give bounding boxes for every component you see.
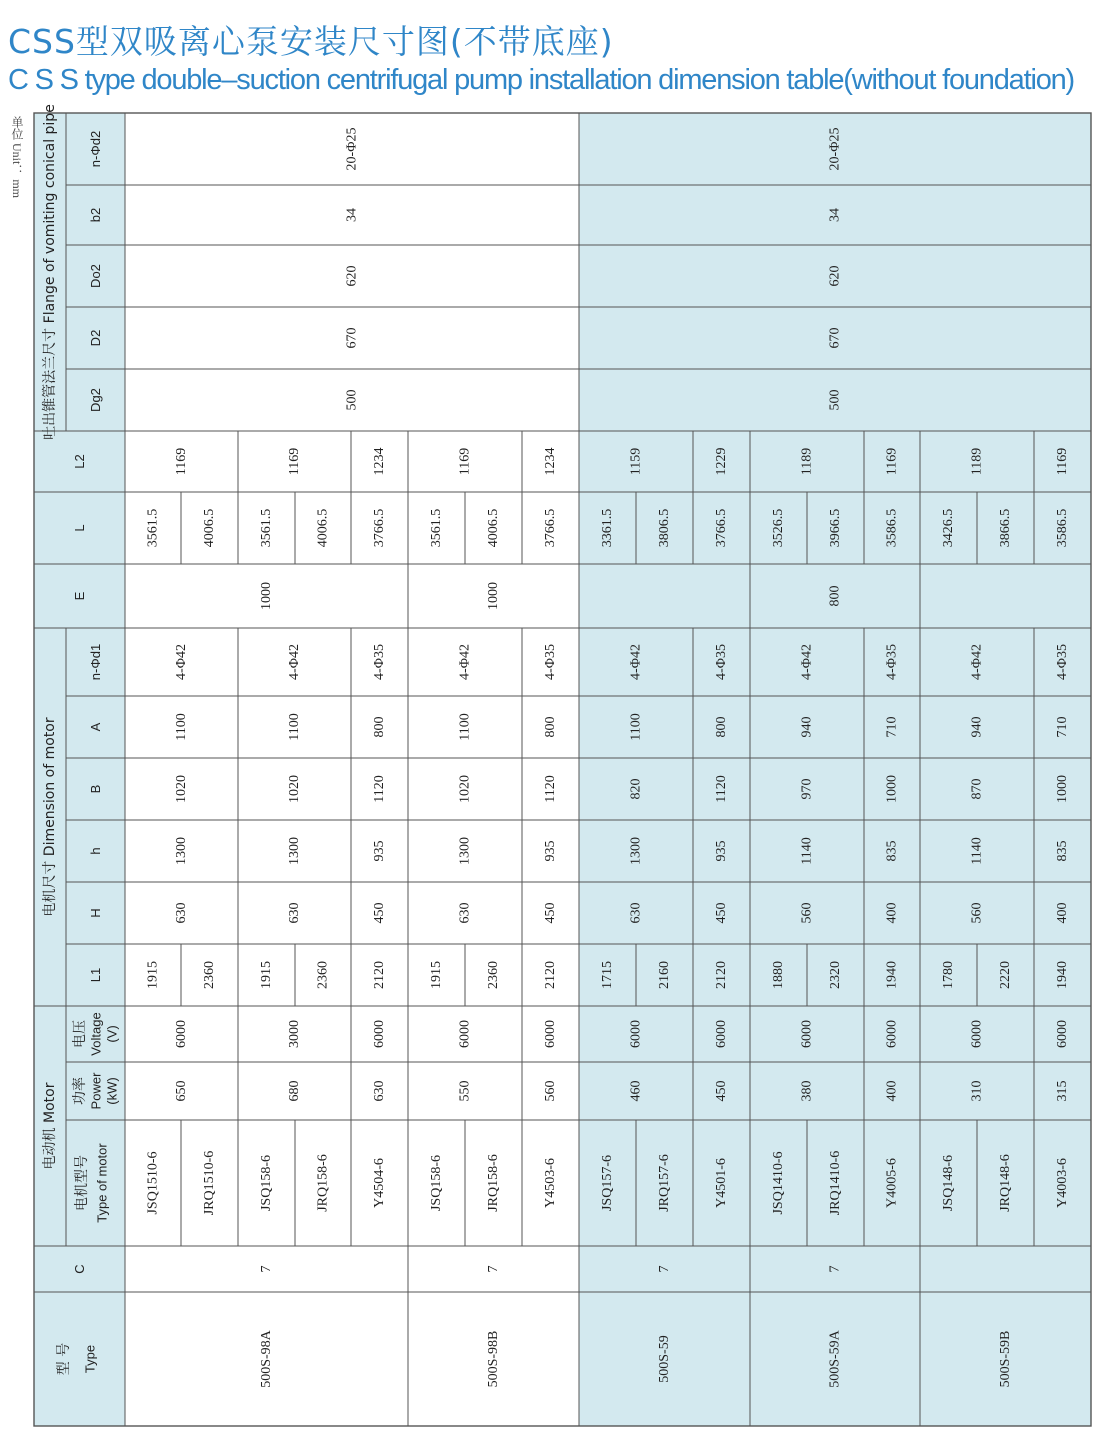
cell-l1: 1880 xyxy=(771,961,786,989)
cell-power: 315 xyxy=(1055,1080,1070,1102)
cell-L: 3766.5 xyxy=(372,508,387,548)
header-L: L xyxy=(72,524,87,532)
cell-h: 835 xyxy=(884,840,900,862)
page-title-en: C S S type double–suction centrifugal pump installation dimension table(without foundation) xyxy=(8,64,1075,96)
cell-H: 400 xyxy=(1055,902,1070,924)
header-nd1: n-Φd1 xyxy=(88,643,103,681)
cell-dg2: 500 xyxy=(827,389,843,411)
cell-voltage: 6000 xyxy=(1055,1020,1070,1048)
cell-E: 1000 xyxy=(486,582,501,610)
cell-motor: JSQ1510-6 xyxy=(145,1151,161,1215)
cell-h: 935 xyxy=(714,840,729,862)
cell-nd1: 4-Φ35 xyxy=(714,644,729,680)
cell-h: 935 xyxy=(543,840,558,862)
cell-motor: JSQ157-6 xyxy=(600,1154,615,1212)
unit-label: 单位 Unit： mm xyxy=(10,116,24,199)
cell-voltage: 6000 xyxy=(969,1020,985,1048)
cell-H: 630 xyxy=(628,902,644,924)
cell-l1: 2360 xyxy=(486,961,501,989)
cell-voltage: 6000 xyxy=(174,1020,189,1048)
row-type: 500S-59 xyxy=(657,1335,672,1383)
header-voltage-en: Voltage xyxy=(88,1012,104,1056)
header-l1: L1 xyxy=(88,967,103,983)
row-type: 500S-59B xyxy=(998,1330,1013,1388)
cell-B: 820 xyxy=(628,778,644,800)
cell-B: 1020 xyxy=(287,775,302,803)
cell-L: 3561.5 xyxy=(145,508,161,548)
cell-l1: 2360 xyxy=(315,961,331,989)
cell-motor: JRQ158-6 xyxy=(315,1154,331,1212)
cell-L2: 1169 xyxy=(174,447,189,476)
cell-A: 940 xyxy=(969,716,985,738)
cell-l1: 1915 xyxy=(259,961,274,989)
cell-l1: 2360 xyxy=(202,961,217,989)
cell-power: 650 xyxy=(174,1080,189,1102)
cell-L2: 1169 xyxy=(457,447,473,476)
row-type: 500S-98A xyxy=(259,1330,274,1388)
cell-L: 3526.5 xyxy=(771,508,786,548)
cell-L2: 1234 xyxy=(543,447,558,476)
cell-nd1: 4-Φ42 xyxy=(628,644,644,680)
cell-A: 710 xyxy=(1055,716,1070,738)
cell-L2: 1189 xyxy=(799,447,815,476)
row-c: 7 xyxy=(657,1265,672,1273)
cell-l1: 1915 xyxy=(429,961,444,989)
cell-H: 450 xyxy=(372,902,387,924)
cell-nd1: 4-Φ42 xyxy=(969,644,985,680)
header-voltage-cn: 电压 xyxy=(72,1020,88,1048)
cell-A: 1100 xyxy=(174,713,189,741)
row-type: 500S-98B xyxy=(486,1330,501,1388)
cell-nd2: 20-Φ25 xyxy=(344,127,360,171)
cell-nd2: 20-Φ25 xyxy=(827,127,843,171)
cell-nd1: 4-Φ42 xyxy=(174,644,189,680)
cell-power: 400 xyxy=(884,1080,900,1102)
cell-L: 3766.5 xyxy=(714,508,729,548)
cell-L: 3586.5 xyxy=(1055,508,1070,548)
row-c: 7 xyxy=(827,1265,843,1273)
cell-L: 4006.5 xyxy=(486,508,501,548)
cell-l1: 2320 xyxy=(828,961,843,989)
cell-l1: 1940 xyxy=(884,961,900,989)
cell-motor: JRQ148-6 xyxy=(998,1154,1013,1212)
cell-motor: JSQ158-6 xyxy=(259,1154,274,1212)
cell-h: 1300 xyxy=(287,837,302,865)
cell-E: 1000 xyxy=(259,582,274,610)
cell-b2: 34 xyxy=(344,208,360,222)
cell-A: 800 xyxy=(714,716,729,738)
header-voltage-unit: (V) xyxy=(104,1025,120,1043)
header-L2: L2 xyxy=(72,454,87,469)
cell-motor: JRQ157-6 xyxy=(657,1154,672,1212)
cell-power: 680 xyxy=(287,1080,302,1102)
cell-motor: Y4503-6 xyxy=(543,1158,558,1208)
cell-l1: 1715 xyxy=(600,961,615,989)
header-dg2: Dg2 xyxy=(88,388,103,412)
cell-h: 835 xyxy=(1055,840,1070,862)
cell-l1: 2220 xyxy=(998,961,1013,989)
cell-Do2: 620 xyxy=(827,265,843,287)
row-c: 7 xyxy=(259,1265,274,1273)
cell-l1: 1915 xyxy=(145,961,161,989)
cell-L2: 1169 xyxy=(287,447,302,476)
cell-power: 380 xyxy=(799,1080,815,1102)
cell-h: 1300 xyxy=(628,837,644,865)
header-h: h xyxy=(88,847,103,855)
cell-L: 3586.5 xyxy=(884,508,900,548)
cell-b2: 34 xyxy=(827,208,843,222)
cell-B: 1000 xyxy=(884,775,900,803)
cell-dg2: 500 xyxy=(344,389,360,411)
cell-motor: JSQ1410-6 xyxy=(771,1151,786,1215)
cell-nd1: 4-Φ35 xyxy=(372,644,387,680)
cell-l1: 2160 xyxy=(657,961,672,989)
row-type: 500S-59A xyxy=(827,1330,843,1388)
cell-power: 630 xyxy=(372,1080,387,1102)
header-B: B xyxy=(88,784,103,794)
cell-L: 3561.5 xyxy=(259,508,274,548)
cell-D2: 670 xyxy=(827,327,843,349)
cell-l1: 2120 xyxy=(543,961,558,989)
header-dim-group: 电机尺寸 Dimension of motor xyxy=(42,717,58,917)
header-power-unit: (kW) xyxy=(104,1077,120,1105)
cell-B: 1120 xyxy=(543,775,558,803)
cell-power: 450 xyxy=(714,1080,729,1102)
cell-H: 630 xyxy=(287,902,302,924)
header-c: C xyxy=(72,1264,87,1274)
cell-power: 310 xyxy=(969,1080,985,1102)
cell-B: 970 xyxy=(799,778,815,800)
cell-L: 4006.5 xyxy=(202,508,217,548)
cell-l1: 1780 xyxy=(941,961,956,989)
cell-D2: 670 xyxy=(344,327,360,349)
cell-motor: Y4003-6 xyxy=(1055,1158,1070,1208)
cell-voltage: 6000 xyxy=(884,1020,900,1048)
cell-A: 940 xyxy=(799,716,815,738)
cell-motor: JRQ1410-6 xyxy=(828,1150,843,1216)
header-flange-group: 吐出锥管法兰尺寸 Flange of vomiting conical pipe xyxy=(42,104,58,440)
cell-B: 1120 xyxy=(714,775,729,803)
cell-l1: 1940 xyxy=(1055,961,1070,989)
cell-L: 3766.5 xyxy=(543,508,558,548)
cell-nd1: 4-Φ42 xyxy=(287,644,302,680)
cell-L: 3426.5 xyxy=(941,508,956,548)
cell-motor: Y4504-6 xyxy=(372,1158,387,1208)
header-motor-type-en: Type of motor xyxy=(94,1143,110,1223)
cell-motor: Y4005-6 xyxy=(884,1158,900,1208)
cell-L2: 1159 xyxy=(628,447,644,476)
cell-power: 560 xyxy=(543,1080,558,1102)
cell-power: 550 xyxy=(457,1080,473,1102)
cell-motor: JRQ1510-6 xyxy=(202,1150,217,1216)
cell-L2: 1229 xyxy=(714,447,729,476)
cell-nd1: 4-Φ35 xyxy=(1055,644,1070,680)
cell-L2: 1234 xyxy=(372,447,387,476)
cell-h: 1300 xyxy=(174,837,189,865)
cell-L2: 1169 xyxy=(884,447,900,476)
cell-B: 1020 xyxy=(174,775,189,803)
header-nd2: n-Φd2 xyxy=(88,130,103,168)
cell-h: 1300 xyxy=(457,837,473,865)
cell-motor: JRQ158-6 xyxy=(486,1154,501,1212)
cell-H: 630 xyxy=(457,902,473,924)
header-power-en: Power xyxy=(88,1072,104,1110)
cell-voltage: 6000 xyxy=(628,1020,644,1048)
cell-L: 3361.5 xyxy=(600,508,615,548)
dimension-table-grid xyxy=(34,104,1091,1426)
cell-nd1: 4-Φ42 xyxy=(457,644,473,680)
cell-voltage: 6000 xyxy=(372,1020,387,1048)
row-c: 7 xyxy=(486,1265,501,1273)
cell-voltage: 3000 xyxy=(287,1020,302,1048)
cell-L2: 1189 xyxy=(969,447,985,476)
cell-motor: JSQ158-6 xyxy=(429,1154,444,1212)
cell-voltage: 6000 xyxy=(714,1020,729,1048)
header-motor-group: 电动机 Motor xyxy=(42,1082,58,1170)
cell-A: 1100 xyxy=(287,713,302,741)
cell-Do2: 620 xyxy=(344,265,360,287)
page-title-cn: CSS型双吸离心泵安装尺寸图(不带底座) xyxy=(8,22,614,61)
cell-L: 3561.5 xyxy=(429,508,444,548)
cell-h: 1140 xyxy=(799,837,815,865)
cell-nd1: 4-Φ42 xyxy=(799,644,815,680)
cell-B: 1120 xyxy=(372,775,387,803)
header-E: E xyxy=(72,591,87,601)
header-b2: b2 xyxy=(88,207,103,223)
cell-L: 3806.5 xyxy=(657,508,672,548)
cell-L: 3866.5 xyxy=(998,508,1013,548)
header-type-en: Type xyxy=(82,1344,98,1374)
cell-l1: 2120 xyxy=(372,961,387,989)
cell-l1: 2120 xyxy=(714,961,729,989)
cell-H: 630 xyxy=(174,902,189,924)
header-Do2: Do2 xyxy=(88,264,103,288)
cell-voltage: 6000 xyxy=(543,1020,558,1048)
header-D2: D2 xyxy=(88,329,103,347)
header-H: H xyxy=(88,908,103,918)
header-A: A xyxy=(88,722,103,732)
cell-power: 460 xyxy=(628,1080,644,1102)
cell-nd1: 4-Φ35 xyxy=(884,644,900,680)
cell-B: 1000 xyxy=(1055,775,1070,803)
cell-A: 1100 xyxy=(628,713,644,741)
cell-motor: JSQ148-6 xyxy=(941,1154,956,1212)
cell-A: 1100 xyxy=(457,713,473,741)
cell-L: 4006.5 xyxy=(315,508,331,548)
cell-B: 870 xyxy=(969,778,985,800)
cell-L: 3966.5 xyxy=(828,508,843,548)
cell-E: 800 xyxy=(827,585,843,607)
shaded-band xyxy=(579,113,1091,1426)
cell-H: 560 xyxy=(799,902,815,924)
cell-L2: 1169 xyxy=(1055,447,1070,476)
dimension-table xyxy=(34,104,1091,1426)
cell-A: 800 xyxy=(543,716,558,738)
cell-B: 1020 xyxy=(457,775,473,803)
cell-voltage: 6000 xyxy=(457,1020,473,1048)
cell-H: 560 xyxy=(969,902,985,924)
cell-h: 935 xyxy=(372,840,387,862)
header-power-cn: 功率 xyxy=(72,1077,88,1105)
cell-A: 800 xyxy=(372,716,387,738)
cell-motor: Y4501-6 xyxy=(714,1158,729,1208)
cell-voltage: 6000 xyxy=(799,1020,815,1048)
header-type-cn: 型 号 xyxy=(56,1342,72,1376)
header-motor-type-cn: 电机型号 xyxy=(74,1155,90,1211)
cell-H: 400 xyxy=(884,902,900,924)
cell-h: 1140 xyxy=(969,837,985,865)
cell-nd1: 4-Φ35 xyxy=(543,644,558,680)
cell-H: 450 xyxy=(714,902,729,924)
cell-A: 710 xyxy=(884,716,900,738)
cell-H: 450 xyxy=(543,902,558,924)
